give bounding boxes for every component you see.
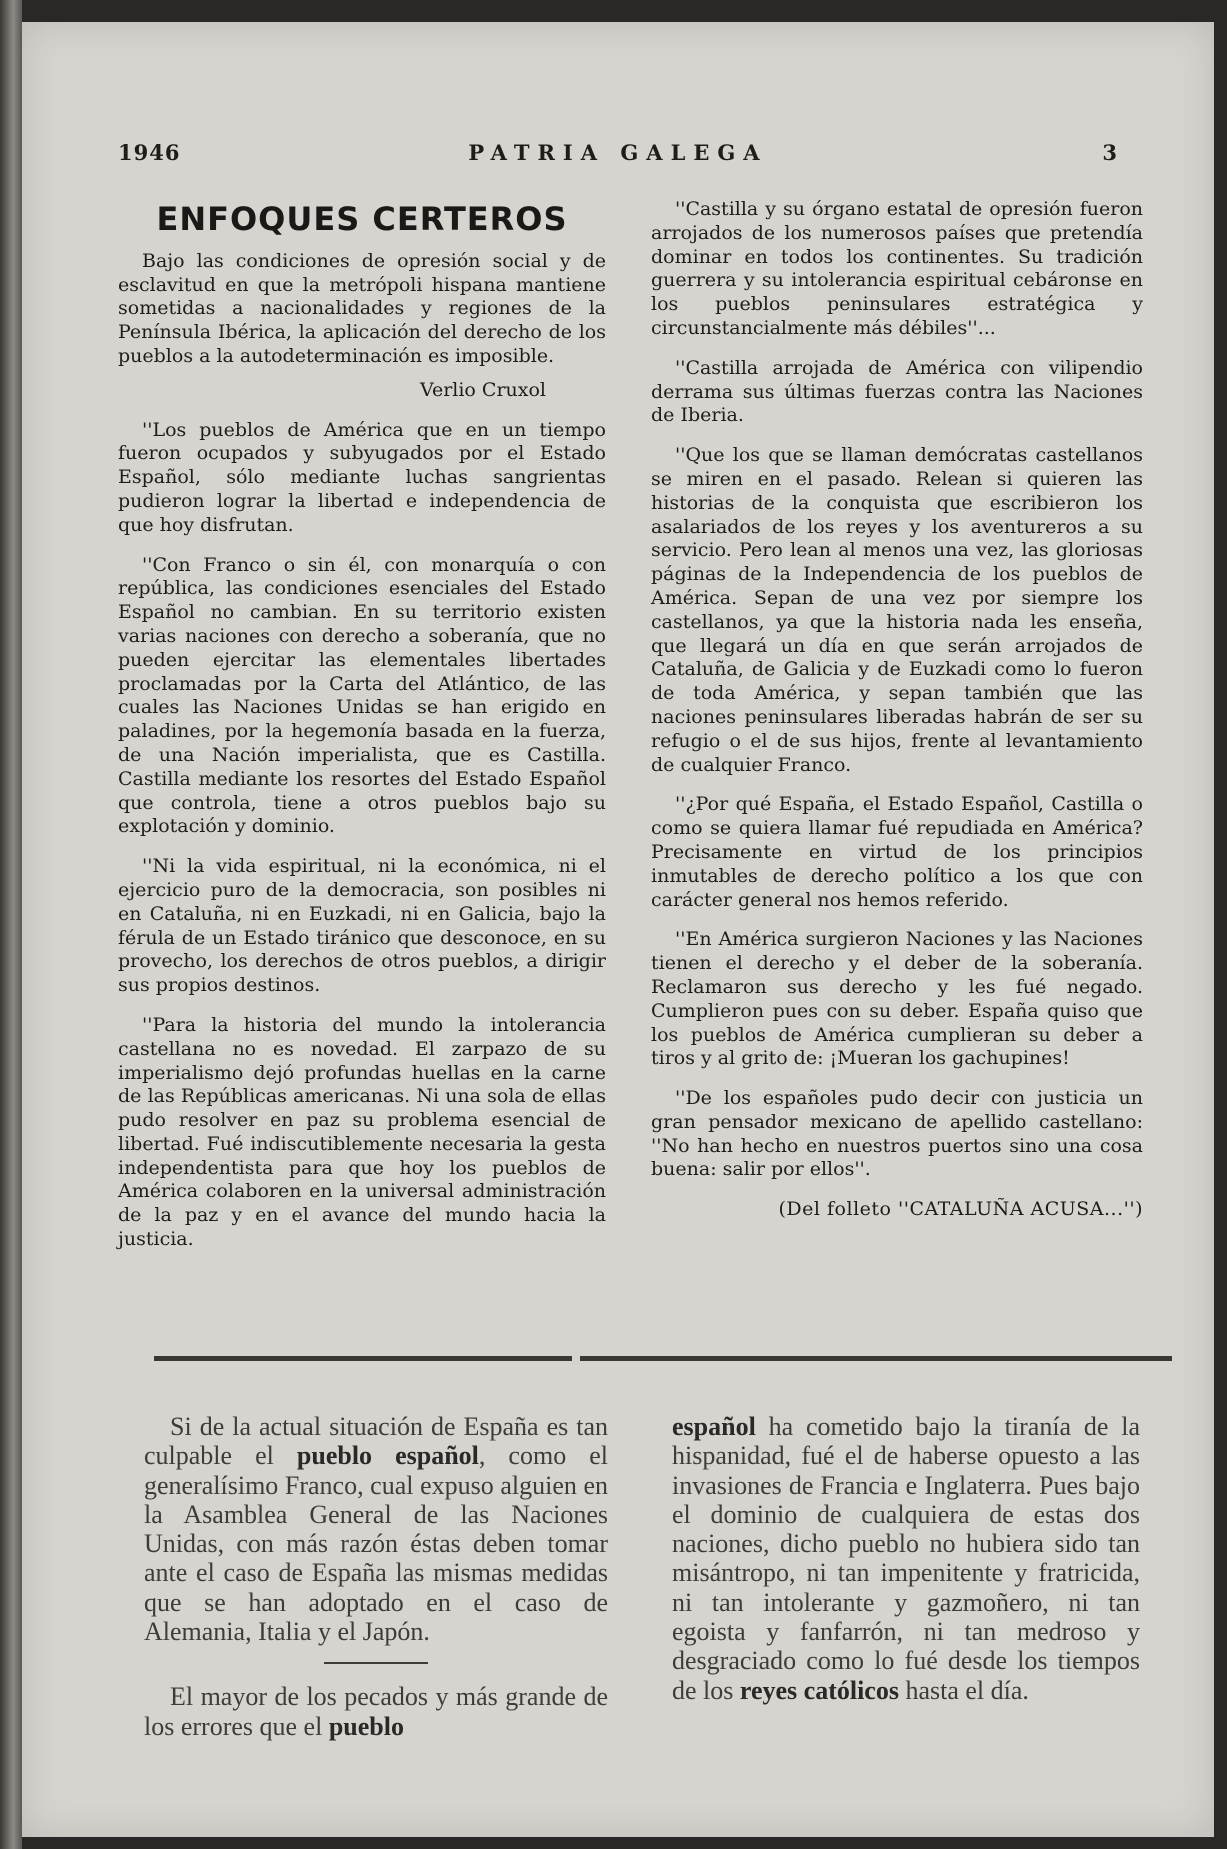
bottom-paragraph-2: El mayor de los pecados y más grande de los errores que el pueblo	[144, 1682, 608, 1741]
page-number: 3	[1102, 140, 1118, 165]
article-paragraph: ''De los españoles pudo decir con justicia un gran pensador mexicano de apellido castellano: ''No han hecho en nuestros puertos sino una cosa buena: salir por ellos''.	[651, 1087, 1143, 1181]
section-divider-left	[154, 1356, 572, 1361]
article-intro: Bajo las condiciones de opresión social y de esclavitud en que la metrópoli hispana mantiene sometidas a nacionalidades y regiones de la Península Ibérica, la aplicación del derecho de los pueblos a la autodeterminación es imposible.	[118, 249, 606, 367]
article-paragraph: ''Para la historia del mundo la intolerancia castellana no es novedad. El zarpazo de su imperialismo dejó profundas huellas en la carne de las Repúblicas americanas. Ni una sola de ellas pudo resolver en paz su problema esencial de libertad. Fué indiscutiblemente necesaria la gesta independentista para que hoy los pueblos de América colaboren en la universal administración de la paz y en el avance del mundo hacia la justicia.	[118, 1013, 606, 1251]
article-paragraph: ''Con Franco o sin él, con monarquía o con república, las condiciones esenciales del Estado Español no cambian. En su territorio existen varias naciones con derecho a soberanía, que no pueden ejercitar las elementales libertades proclamadas por la Carta del Atlántico, de las cuales las Naciones Unidas se han erigido en paladines, por la hegemonía basada en la fuerza, de una Nación imperialista, que es Castilla. Castilla mediante los resortes del Estado Español que controla, tiene a otros pueblos bajo su explotación y dominio.	[118, 553, 606, 838]
bottom-left-column	[144, 1412, 608, 1741]
article-paragraph: ''Que los que se llaman demócratas castellanos se miren en el pasado. Relean si quieren las historias de la conquista que escribieron los asalariados de los reyes y los aventureros a su servicio. Pero lean al menos una vez, las gloriosas páginas de la Independencia de los pueblos de América. Sepan de una vez por siempre los castellanos, ya que la historia nada les enseña, que llegará un día en que serán arrojados de Cataluña, de Galicia y de Euzkadi como lo fueron de toda América, y sepan también que las naciones peninsulares liberadas habrán de ser su refugio o el de sus hijos, frente al levantamiento de cualquier Franco.	[651, 444, 1143, 776]
article-paragraph: ''En América surgieron Naciones y las Naciones tienen el derecho y el deber de la soberanía. Reclamaron sus derecho y les fué negado. Cumplieron pues con su deber. España quiso que los pueblos de América cumplieran su deber a tiros y al grito de: ¡Mueran los gachupines!	[651, 928, 1143, 1070]
article-signature: Verlio Cruxol	[419, 378, 546, 401]
article-paragraph: ''Castilla arrojada de América con vilipendio derrama sus últimas fuerzas contra las Naciones de Iberia.	[651, 356, 1143, 427]
short-divider	[324, 1662, 428, 1664]
bottom-right-column	[672, 1412, 1140, 1705]
article-paragraph: ''Castilla y su órgano estatal de opresión fueron arrojados de los numerosos países que pretendía dominar en todos los continentes. Su tradición guerrera y su intolerancia espiritual cebáronse en los pueblos peninsulares estratégica y circunstancialmente más débiles''...	[651, 198, 1143, 339]
magazine-page	[22, 22, 1214, 1837]
bold-phrase: pueblo español	[296, 1441, 479, 1471]
article-left-column	[118, 200, 606, 1268]
bold-phrase: español	[672, 1412, 756, 1441]
article-right-column	[651, 198, 1143, 1222]
article-paragraph: ''¿Por qué España, el Estado Español, Castilla o como se quiera llamar fué repudiada en América? Precisamente en virtud de los principios inmutables de derecho político a los que con carácter general nos hemos referido.	[651, 793, 1143, 911]
article-paragraph: ''Los pueblos de América que en un tiempo fueron ocupados y subyugados por el Estado Español, sólo mediante luchas sangrientas pudieron lograr la libertad e independencia de que hoy disfrutan.	[118, 418, 606, 536]
article-title: ENFOQUES CERTEROS	[156, 200, 568, 238]
bottom-paragraph-continued: español ha cometido bajo la tiranía de la hispanidad, fué el de haberse opuesto a las invasiones de Francia e Inglaterra. Pues bajo el dominio de cualquiera de estas dos naciones, dicho pueblo no hubiera sido tan misántropo, ni tan impenitente y fratricida, ni tan intolerante y gazmoñero, ni tan egoista y fanfarrón, ni tan medroso y desgraciado como lo fué desde los tiempos de los reyes católicos hasta el día.	[672, 1412, 1140, 1705]
header-year: 1946	[118, 140, 181, 165]
publication-title: PATRIA GALEGA	[468, 140, 768, 165]
bold-phrase: reyes católicos	[739, 1675, 899, 1705]
bottom-paragraph-1: Si de la actual situación de España es tan culpable el pueblo español, como el generalísimo Franco, cual expuso alguien en la Asamblea General de las Naciones Unidas, con más razón éstas deben tomar ante el caso de España las mismas medidas que se han adoptado en el caso de Alemania, Italia y el Japón.	[144, 1412, 608, 1647]
article-source: (Del folleto ''CATALUÑA ACUSA...'')	[778, 1198, 1143, 1221]
page-header	[118, 140, 1118, 176]
article-paragraph: ''Ni la vida espiritual, ni la económica, ni el ejercicio puro de la democracia, son posibles ni en Cataluña, ni en Euzkadi, ni en Galicia, bajo la férula de un Estado tiránico que desconoce, en su provecho, los derechos de otros pueblos, a dirigir sus propios destinos.	[118, 855, 606, 997]
section-divider-right	[580, 1356, 1172, 1361]
scan-binding-edge	[0, 0, 22, 1849]
bold-phrase: pueblo	[328, 1711, 404, 1741]
